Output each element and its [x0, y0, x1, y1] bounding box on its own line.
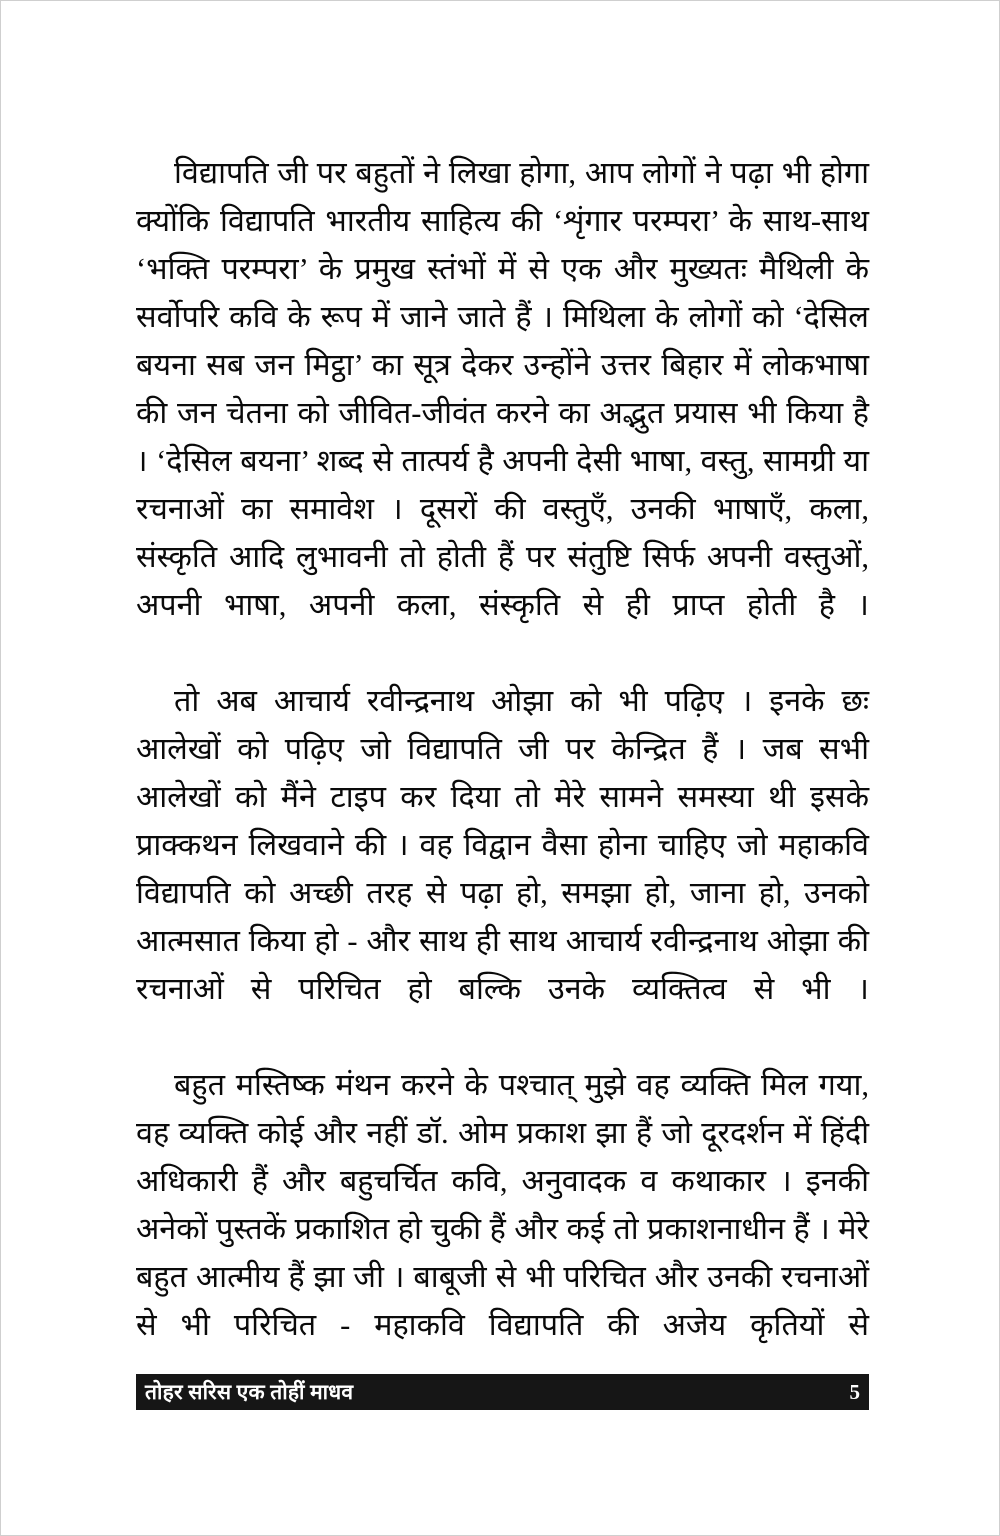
page-text-block	[136, 149, 869, 1397]
paragraph-1: विद्यापति जी पर बहुतों ने लिखा होगा, आप लोगों ने पढ़ा भी होगा क्योंकि विद्यापति भारतीय साहित्य की ‘शृंगार परम्परा’ के साथ-साथ ‘भक्ति परम्परा’ के प्रमुख स्तंभों में से एक और मुख्यतः मैथिली के सर्वोपरि कवि के रूप में जाने जाते हैं । मिथिला के लोगों को ‘देसिल बयना सब जन मिट्ठा’ का सूत्र देकर उन्होंने उत्तर बिहार में लोकभाषा की जन चेतना को जीवित-जीवंत करने का अद्भुत प्रयास भी किया है । ‘देसिल बयना’ शब्द से तात्पर्य है अपनी देसी भाषा, वस्तु, सामग्री या रचनाओं का समावेश । दूसरों की वस्तुएँ, उनकी भाषाएँ, कला, संस्कृति आदि लुभावनी तो होती हैं पर संतुष्टि सिर्फ अपनी वस्तुओं, अपनी भाषा, अपनी कला, संस्कृति से ही प्राप्त होती है ।	[136, 156, 869, 622]
page-footer	[136, 1374, 869, 1410]
paragraph-3: बहुत मस्तिष्क मंथन करने के पश्चात् मुझे वह व्यक्ति मिल गया, वह व्यक्ति कोई और नहीं डॉ. ओम प्रकाश झा हैं जो दूरदर्शन में हिंदी अधिकारी हैं और बहुचर्चित कवि, अनुवादक व कथाकार । इनकी अनेकों पुस्तकें प्रकाशित हो चुकी हैं और कई तो प्रकाशनाधीन हैं । मेरे बहुत आत्मीय हैं झा जी । बाबूजी से भी परिचित और उनकी रचनाओं से भी परिचित - महाकवि विद्यापति की अजेय कृतियों से	[136, 1068, 869, 1342]
footer-page-number: 5	[849, 1379, 860, 1404]
paragraph-2: तो अब आचार्य रवीन्द्रनाथ ओझा को भी पढ़िए । इनके छः आलेखों को पढ़िए जो विद्यापति जी पर केन्द्रित हैं । जब सभी आलेखों को मैंने टाइप कर दिया तो मेरे सामने समस्या थी इसके प्राक्कथन लिखवाने की । वह विद्वान वैसा होना चाहिए जो महाकवि विद्यापति को अच्छी तरह से पढ़ा हो, समझा हो, जाना हो, उनको आत्मसात किया हो - और साथ ही साथ आचार्य रवीन्द्रनाथ ओझा की रचनाओं से परिचित हो बल्कि उनके व्यक्तित्व से भी ।	[136, 684, 869, 1006]
footer-book-title: तोहर सरिस एक तोहीं माधव	[145, 1380, 354, 1404]
